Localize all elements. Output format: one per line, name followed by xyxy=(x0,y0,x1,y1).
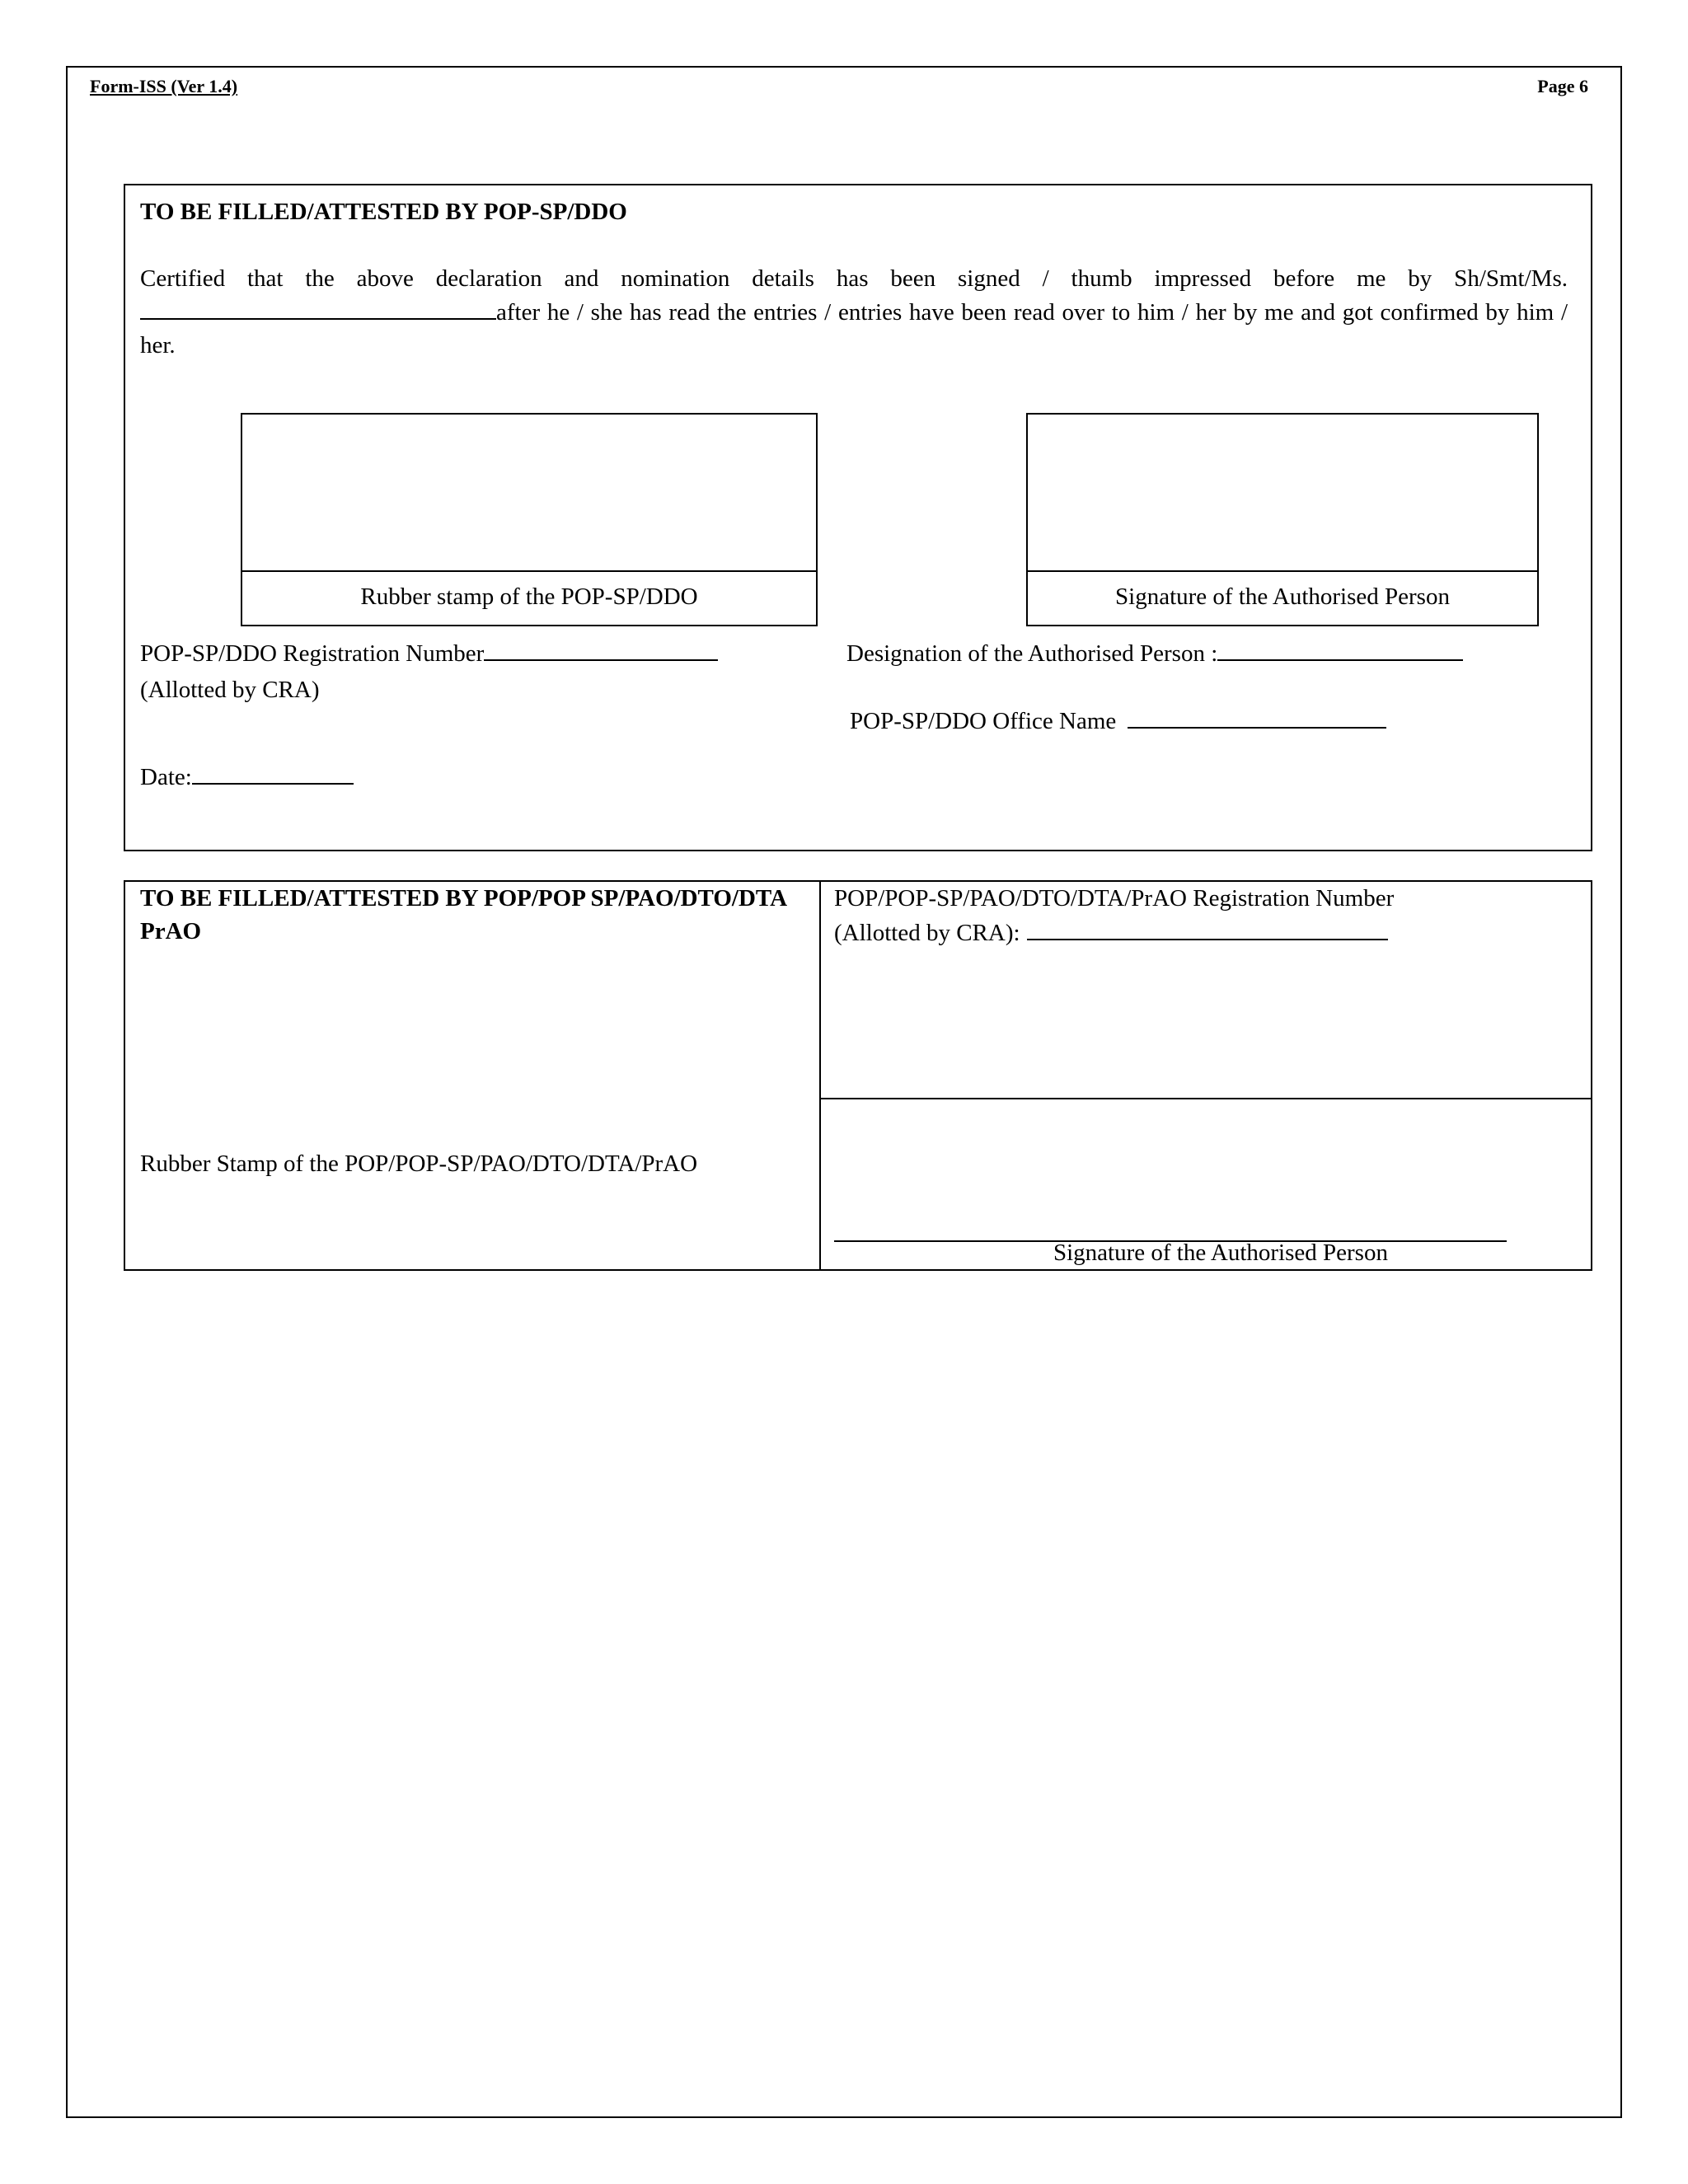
signature-caption: Signature of the Authorised Person xyxy=(1028,570,1537,625)
date-blank[interactable] xyxy=(192,760,354,785)
date-label: Date: xyxy=(140,764,192,790)
pop-sp-ddo-attestation-section xyxy=(124,184,1592,851)
office-name-row xyxy=(850,704,1386,736)
pop-pao-attestation-section xyxy=(124,880,1592,1271)
section2-stamp-caption: Rubber Stamp of the POP/POP-SP/PAO/DTO/DTA/PrAO xyxy=(140,1151,698,1177)
certification-text-part1: Certified that the above declaration and nomination details has been signed / thumb impressed before me by Sh/Smt/Ms. xyxy=(140,265,1568,292)
section2-vertical-divider xyxy=(819,882,821,1269)
registration-number-label: POP-SP/DDO Registration Number xyxy=(140,640,485,667)
section2-title-line2: PrAO xyxy=(140,918,202,944)
rubber-stamp-box[interactable] xyxy=(241,413,818,626)
section1-title: TO BE FILLED/ATTESTED BY POP-SP/DDO xyxy=(140,199,627,225)
section2-horizontal-divider xyxy=(819,1098,1591,1099)
allotted-by-cra-label: (Allotted by CRA) xyxy=(140,677,320,703)
subscriber-name-blank[interactable] xyxy=(140,295,496,320)
rubber-stamp-caption: Rubber stamp of the POP-SP/DDO xyxy=(242,570,816,625)
certification-text xyxy=(140,262,1568,362)
certification-text-part2: after he / she has read the entries / entries have been read over to him / her by me and got confirmed by him / her. xyxy=(140,299,1568,359)
section2-allotted-row xyxy=(834,916,1388,948)
page-number: Page 6 xyxy=(1537,76,1588,96)
section2-registration-blank[interactable] xyxy=(1027,916,1388,940)
section2-signature-caption: Signature of the Authorised Person xyxy=(1053,1240,1388,1266)
designation-blank[interactable] xyxy=(1217,636,1463,661)
date-row xyxy=(140,760,354,792)
section2-registration-label: POP/POP-SP/PAO/DTO/DTA/PrAO Registration Number xyxy=(834,885,1395,912)
form-version: Form-ISS (Ver 1.4) xyxy=(90,76,238,96)
office-name-blank[interactable] xyxy=(1128,704,1386,729)
section2-allotted-label: (Allotted by CRA): xyxy=(834,920,1020,946)
designation-label: Designation of the Authorised Person : xyxy=(846,640,1218,667)
registration-number-blank[interactable] xyxy=(484,636,718,661)
section2-title-line1: TO BE FILLED/ATTESTED BY POP/POP SP/PAO/DTO/DTA xyxy=(140,885,788,912)
designation-row xyxy=(846,636,1463,668)
signature-box[interactable] xyxy=(1026,413,1539,626)
office-name-label: POP-SP/DDO Office Name xyxy=(850,708,1117,734)
registration-number-row xyxy=(140,636,718,668)
